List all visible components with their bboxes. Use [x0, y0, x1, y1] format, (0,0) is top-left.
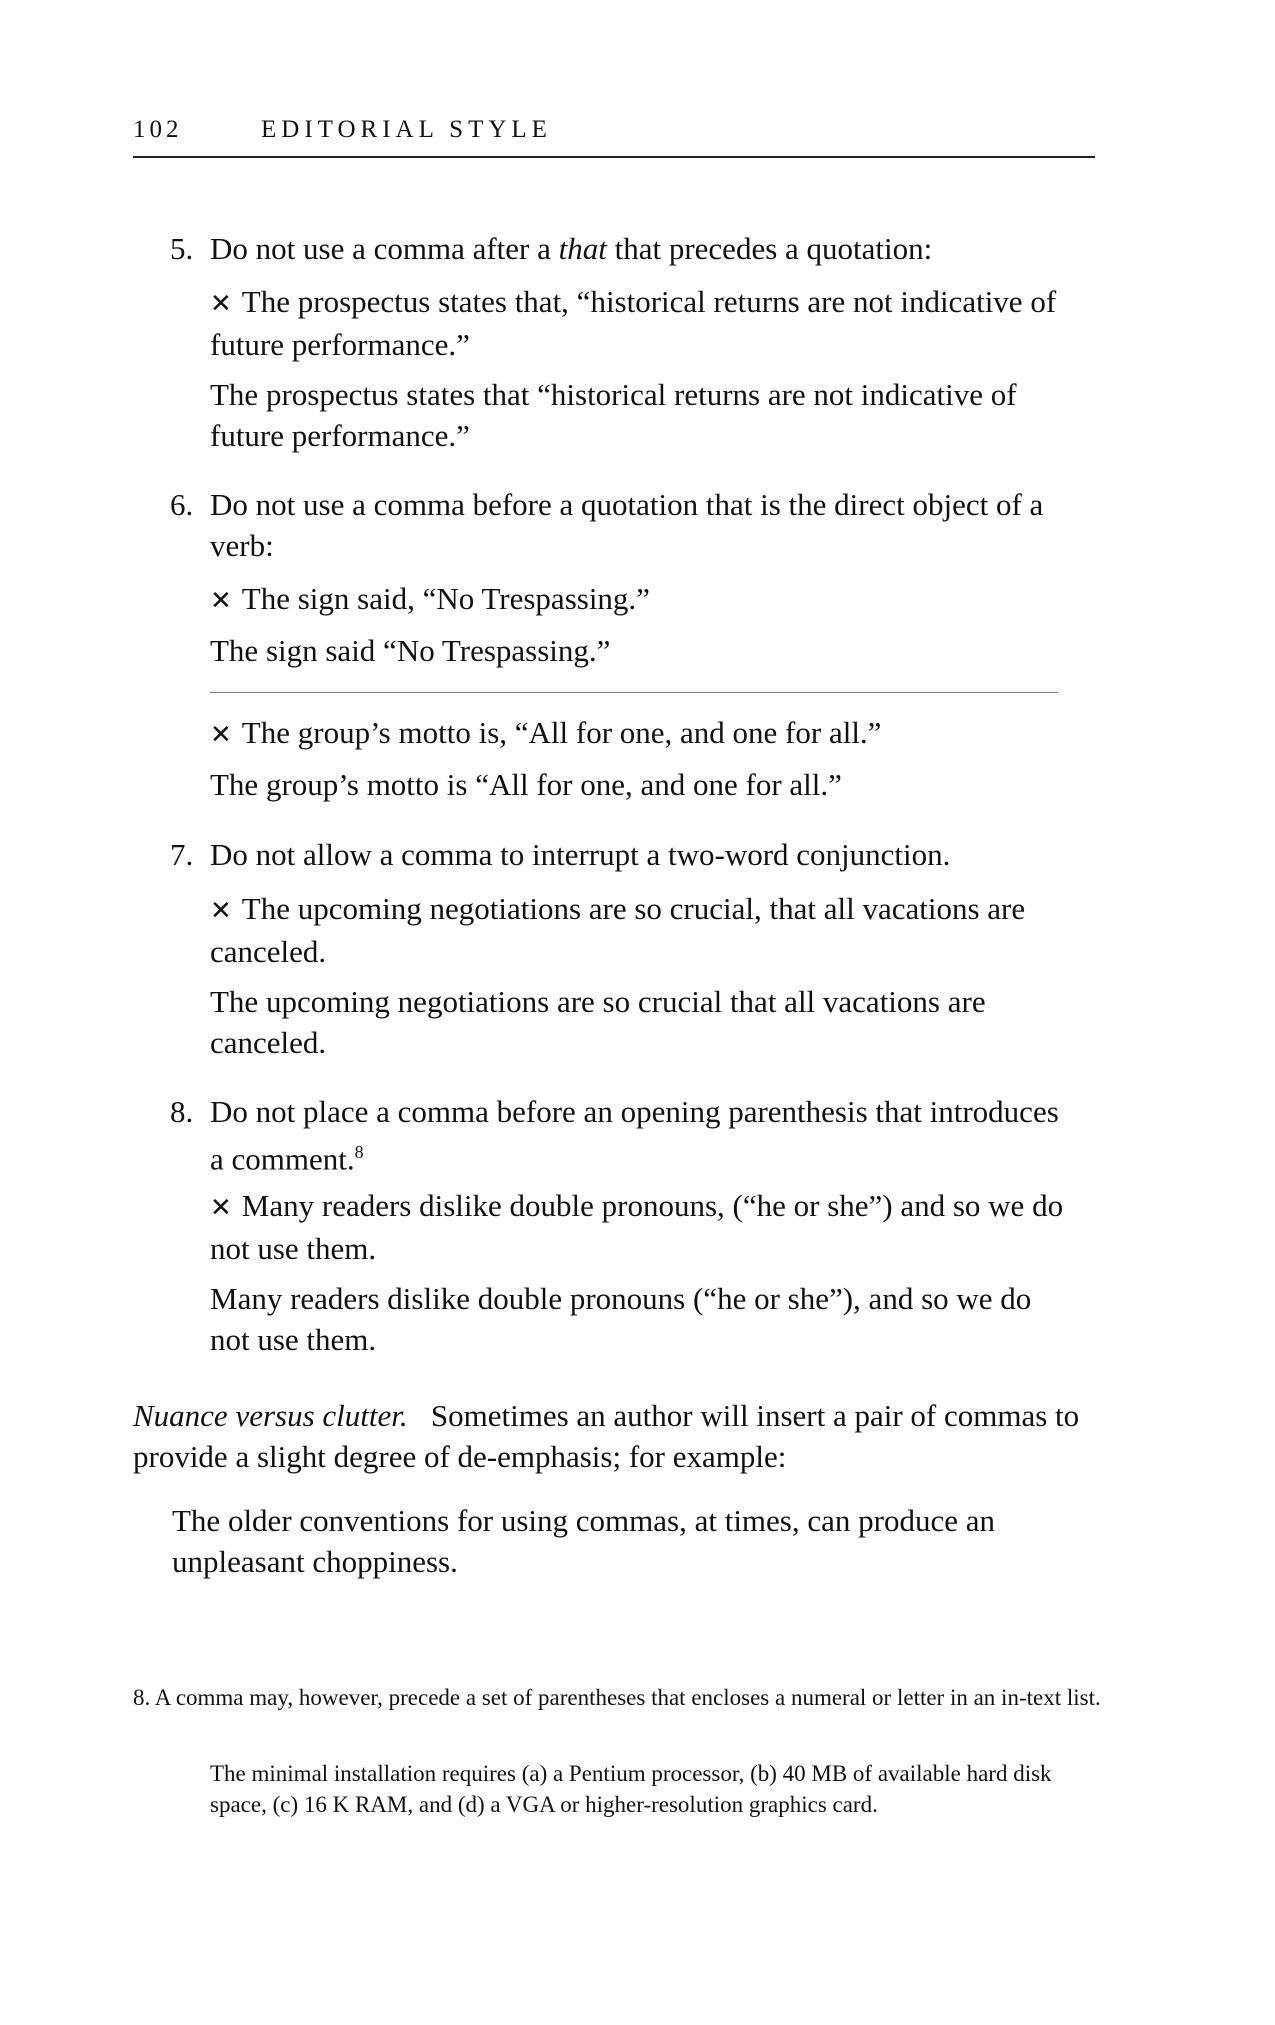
footnote-ref: 8 — [354, 1142, 364, 1162]
rule-number: 7. — [170, 837, 194, 872]
rule-number: 5. — [170, 231, 194, 266]
rule-number: 8. — [170, 1094, 194, 1129]
correct-example: The prospectus states that “historical returns are not indicative of future performance.” — [210, 377, 1017, 453]
wrong-mark-icon: ✕ — [210, 1193, 232, 1222]
running-title: EDITORIAL STYLE — [261, 116, 552, 143]
correct-example: The upcoming negotiations are so crucial that all vacations are canceled. — [210, 984, 986, 1060]
rule-text: Do not use a comma before a quotation that is the direct object of a verb: — [210, 487, 1044, 563]
wrong-mark-icon: ✕ — [210, 720, 232, 749]
wrong-example: ✕ The upcoming negotiations are so crucial, that all vacations are canceled. — [210, 891, 1026, 969]
rule-number: 6. — [170, 487, 194, 522]
nuance-heading: Nuance versus clutter. — [133, 1398, 408, 1433]
correct-example: The sign said “No Trespassing.” — [210, 633, 611, 668]
nuance-example: The older conventions for using commas, at times, can produce an unpleasant choppiness. — [172, 1503, 995, 1579]
wrong-mark-icon: ✕ — [210, 289, 232, 318]
nuance-paragraph: Nuance versus clutter. Sometimes an author will insert a pair of commas to provide a slight degree of de-emphasis; for example: — [133, 1398, 1080, 1474]
page-number: 102 — [133, 116, 183, 143]
wrong-example: ✕ The sign said, “No Trespassing.” — [210, 581, 650, 616]
wrong-example: ✕ Many readers dislike double pronouns, (“he or she”) and so we do not use them. — [210, 1188, 1064, 1266]
wrong-mark-icon: ✕ — [210, 896, 232, 925]
correct-example: The group’s motto is “All for one, and one for all.” — [210, 767, 842, 802]
wrong-example: ✕ The group’s motto is, “All for one, and one for all.” — [210, 715, 882, 750]
wrong-example: ✕ The prospectus states that, “historical returns are not indicative of future performance.” — [210, 284, 1057, 362]
rule-text: Do not allow a comma to interrupt a two-word conjunction. — [210, 837, 951, 872]
running-header — [133, 108, 1095, 158]
correct-example: Many readers dislike double pronouns (“he or she”), and so we do not use them. — [210, 1281, 1032, 1357]
rule-text: Do not place a comma before an opening parenthesis that introduces a comment.$^8$ — [210, 1094, 1059, 1177]
italic-that: that — [558, 231, 607, 266]
rule-text: Do not use a comma after a that that precedes a quotation: — [210, 231, 933, 266]
footnote: 8. A comma may, however, precede a set of parentheses that encloses a numeral or letter in an in-text list. — [133, 1685, 1101, 1710]
footnote-example: The minimal installation requires (a) a Pentium processor, (b) 40 MB of available hard disk space, (c) 16 K RAM, and (d) a VGA or higher-resolution graphics card. — [210, 1761, 1052, 1817]
example-divider — [210, 692, 1058, 693]
wrong-mark-icon: ✕ — [210, 586, 232, 615]
